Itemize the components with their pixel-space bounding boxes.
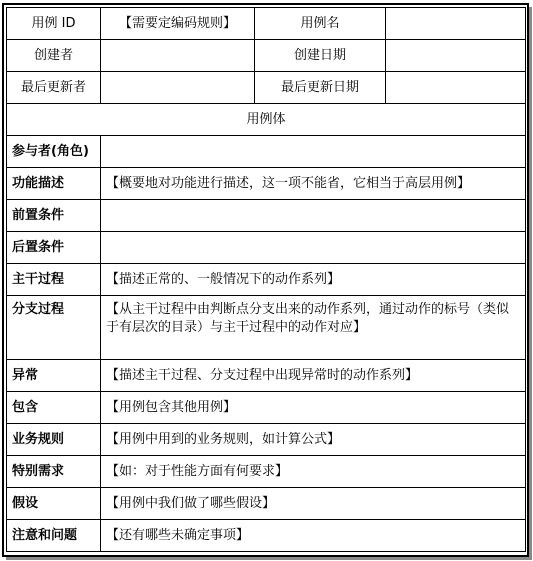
create-date-value xyxy=(386,40,526,72)
table-row xyxy=(7,424,526,456)
table-row xyxy=(7,392,526,424)
row-label-actor: 参与者(角色) xyxy=(7,136,101,168)
row-value-function: 【概要地对功能进行描述，这一项不能省，它相当于高层用例】 xyxy=(101,168,526,200)
body-title-row xyxy=(7,104,526,136)
row-value-branch-flow: 【从主干过程中由判断点分支出来的动作系列，通过动作的标号（类似于有层次的目录）与主干过程中的动作对应】 xyxy=(101,296,526,360)
use-case-id-label: 用例 ID xyxy=(7,8,101,40)
table-row xyxy=(7,456,526,488)
row-value-business-rules: 【用例中用到的业务规则，如计算公式】 xyxy=(101,424,526,456)
last-update-date-value xyxy=(386,72,526,104)
row-value-assumptions: 【用例中我们做了哪些假设】 xyxy=(101,488,526,520)
row-value-include: 【用例包含其他用例】 xyxy=(101,392,526,424)
row-label-include: 包含 xyxy=(7,392,101,424)
header-row-updater xyxy=(7,72,526,104)
row-label-postcondition: 后置条件 xyxy=(7,232,101,264)
last-update-date-label: 最后更新日期 xyxy=(255,72,386,104)
row-label-assumptions: 假设 xyxy=(7,488,101,520)
use-case-name-value xyxy=(386,8,526,40)
table-row xyxy=(7,168,526,200)
row-value-postcondition xyxy=(101,232,526,264)
row-label-function: 功能描述 xyxy=(7,168,101,200)
row-value-exception: 【描述主干过程、分支过程中出现异常时的动作系列】 xyxy=(101,360,526,392)
table-row xyxy=(7,488,526,520)
row-value-precondition xyxy=(101,200,526,232)
body-title: 用例体 xyxy=(7,104,526,136)
row-label-branch-flow: 分支过程 xyxy=(7,296,101,360)
last-updater-value xyxy=(101,72,255,104)
row-value-main-flow: 【描述正常的、一般情况下的动作系列】 xyxy=(101,264,526,296)
header-row-id xyxy=(7,8,526,40)
table-row xyxy=(7,520,526,552)
shadow-bottom xyxy=(6,557,532,560)
table-row xyxy=(7,232,526,264)
use-case-name-label: 用例名 xyxy=(255,8,386,40)
row-label-main-flow: 主干过程 xyxy=(7,264,101,296)
header-row-creator xyxy=(7,40,526,72)
row-label-special-requirements: 特别需求 xyxy=(7,456,101,488)
table-row xyxy=(7,200,526,232)
row-value-notes-issues: 【还有哪些未确定事项】 xyxy=(101,520,526,552)
row-label-business-rules: 业务规则 xyxy=(7,424,101,456)
creator-value xyxy=(101,40,255,72)
row-label-precondition: 前置条件 xyxy=(7,200,101,232)
use-case-id-value: 【需要定编码规则】 xyxy=(101,8,255,40)
table-row xyxy=(7,136,526,168)
table-row xyxy=(7,264,526,296)
table-row xyxy=(7,360,526,392)
table-row xyxy=(7,296,526,360)
last-updater-label: 最后更新者 xyxy=(7,72,101,104)
row-value-actor xyxy=(101,136,526,168)
use-case-template-frame xyxy=(2,3,529,557)
row-value-special-requirements: 【如：对于性能方面有何要求】 xyxy=(101,456,526,488)
creator-label: 创建者 xyxy=(7,40,101,72)
shadow-right xyxy=(529,7,532,560)
row-label-notes-issues: 注意和问题 xyxy=(7,520,101,552)
create-date-label: 创建日期 xyxy=(255,40,386,72)
row-label-exception: 异常 xyxy=(7,360,101,392)
use-case-table xyxy=(6,7,526,552)
